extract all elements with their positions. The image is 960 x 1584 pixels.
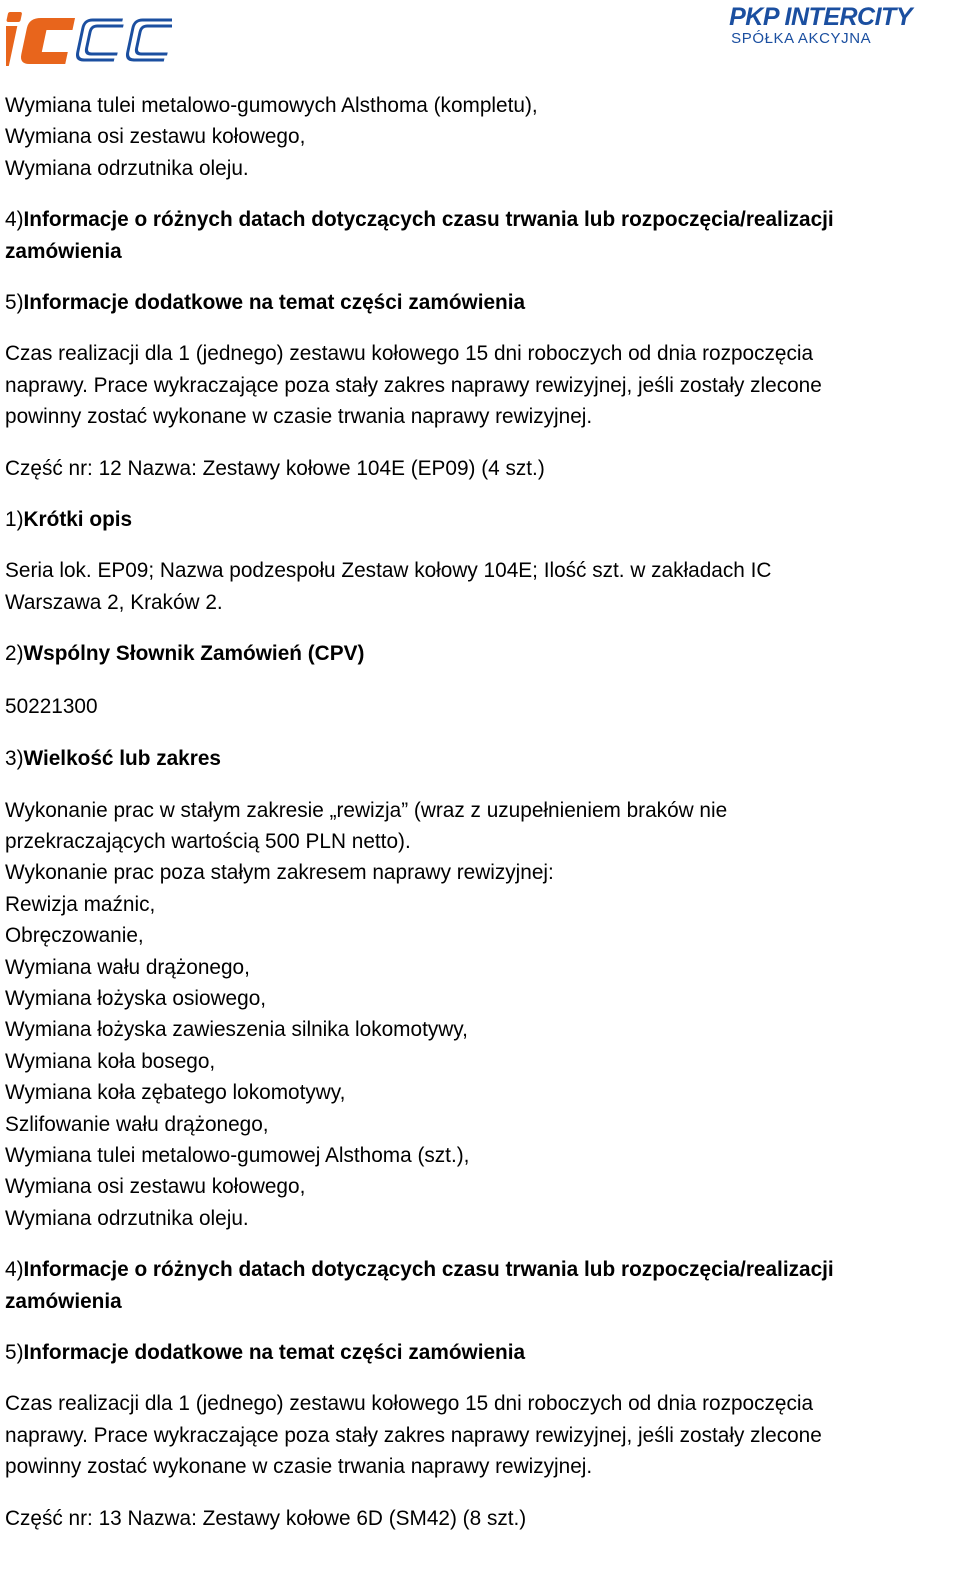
section-heading: 2)Wspólny Słownik Zamówień (CPV): [5, 642, 365, 666]
list-item: Szlifowanie wału drążonego,: [5, 1112, 269, 1136]
ic-logo-icon: [6, 4, 172, 70]
paragraph-line: powinny zostać wykonane w czasie trwania naprawy rewizyjnej.: [5, 405, 593, 429]
list-item: Wymiana wału drążonego,: [5, 955, 250, 979]
list-item: Wymiana osi zestawu kołowego,: [5, 125, 306, 149]
section-heading: 4)Informacje o różnych datach dotyczących czasu trwania lub rozpoczęcia/realizacji: [5, 1258, 834, 1282]
section-heading: 4)Informacje o różnych datach dotyczących czasu trwania lub rozpoczęcia/realizacji: [5, 208, 834, 232]
list-item: Wymiana odrzutnika oleju.: [5, 156, 249, 180]
brand-subtitle: SPÓŁKA AKCYJNA: [731, 30, 872, 47]
list-item: Wymiana odrzutnika oleju.: [5, 1206, 249, 1230]
paragraph-line: Wykonanie prac poza stałym zakresem naprawy rewizyjnej:: [5, 861, 554, 885]
section-heading: 1)Krótki opis: [5, 508, 133, 532]
section-heading: 5)Informacje dodatkowe na temat części zamówienia: [5, 291, 526, 315]
document-body: [5, 90, 955, 1534]
cpv-code: 50221300: [5, 694, 98, 718]
list-item: Wymiana tulei metalowo-gumowej Alsthoma (szt.),: [5, 1143, 470, 1167]
paragraph-line: Czas realizacji dla 1 (jednego) zestawu kołowego 15 dni roboczych od dnia rozpoczęcia: [5, 342, 814, 366]
list-item: Wymiana osi zestawu kołowego,: [5, 1175, 306, 1199]
paragraph-line: Seria lok. EP09; Nazwa podzespołu Zestaw kołowy 104E; Ilość szt. w zakładach IC: [5, 559, 772, 583]
list-item: Wymiana koła zębatego lokomotywy,: [5, 1081, 346, 1105]
list-item: Wymiana łożyska zawieszenia silnika lokomotywy,: [5, 1018, 468, 1042]
list-item: Obręczowanie,: [5, 924, 144, 948]
list-item: Wymiana tulei metalowo-gumowych Alsthoma (kompletu),: [5, 94, 538, 117]
paragraph-line: naprawy. Prace wykraczające poza stały zakres naprawy rewizyjnej, jeśli zostały zlecone: [5, 1423, 822, 1447]
list-item: Wymiana koła bosego,: [5, 1049, 216, 1073]
section-heading-cont: zamówienia: [5, 1289, 122, 1313]
section-heading: 5)Informacje dodatkowe na temat części zamówienia: [5, 1341, 526, 1364]
paragraph-line: Wykonanie prac w stałym zakresie „rewizja” (wraz z uzupełnieniem braków nie: [5, 798, 728, 822]
part-title: Część nr: 13 Nazwa: Zestawy kołowe 6D (SM42) (8 szt.): [5, 1506, 527, 1530]
part-title: Część nr: 12 Nazwa: Zestawy kołowe 104E (EP09) (4 szt.): [5, 456, 545, 480]
page-header: [0, 0, 960, 76]
section-heading-cont: zamówienia: [5, 239, 122, 263]
pkp-intercity-logo: [729, 4, 912, 48]
paragraph-line: przekraczających wartością 500 PLN netto).: [5, 829, 411, 853]
paragraph-line: Warszawa 2, Kraków 2.: [5, 590, 223, 614]
list-item: Rewizja maźnic,: [5, 892, 156, 916]
brand-name: PKP INTERCITY: [729, 3, 912, 31]
paragraph-line: Czas realizacji dla 1 (jednego) zestawu kołowego 15 dni roboczych od dnia rozpoczęcia: [5, 1392, 814, 1416]
section-heading: 3)Wielkość lub zakres: [5, 747, 221, 771]
paragraph-line: naprawy. Prace wykraczające poza stały zakres naprawy rewizyjnej, jeśli zostały zlecone: [5, 373, 822, 397]
list-item: Wymiana łożyska osiowego,: [5, 986, 267, 1010]
paragraph-line: powinny zostać wykonane w czasie trwania naprawy rewizyjnej.: [5, 1455, 593, 1479]
